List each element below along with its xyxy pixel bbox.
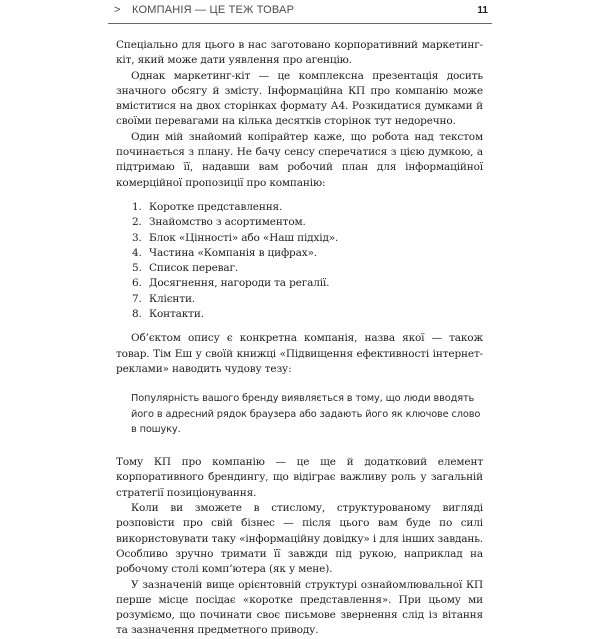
list-item-number: 6. [132,277,142,290]
page-number: 11 [477,5,488,16]
body-paragraph-2: Однак маркетинг-кіт — це комплексна презентація досить значного обсягу й змісту. Інформаційна КП про компанію може вміститися на двох сторінках формату А4. Розкидатися думками й своїми перевагами на кілька десятків сторінок тут недоречно. [116,69,483,128]
chapter-title: КОМПАНІЯ — ЦЕ ТЕЖ ТОВАР [132,4,295,16]
list-item-text: Блок «Цінності» або «Наш підхід». [149,231,339,244]
list-item [132,231,483,246]
page-body [116,38,483,639]
list-item-text: Коротке представлення. [149,200,283,213]
list-item [132,307,483,322]
list-item [132,246,483,261]
body-paragraph-5: Тому КП про компанію — це ще й додатковий елемент корпоративного брендингу, що відіграє важливу роль у загальній стратегії позиціонування. [116,456,483,499]
list-item-number: 4. [132,246,142,259]
body-paragraph-4: Об’єктом опису є конкретна компанія, назва якої — також товар. Тім Еш у своїй книжці «Підвищення ефективності інтернет-реклами» наводить чудову тезу: [116,332,483,375]
list-item-text: Список переваг. [149,262,239,275]
list-item-text: Досягнення, нагороди та регалії. [149,277,330,290]
list-item [132,276,483,291]
list-item-number: 2. [132,216,142,229]
list-item-number: 3. [132,231,142,244]
body-paragraph-7: У зазначеній вище орієнтовній структурі ознайомлювальної КП перше місце посідає «коротке представлення». При цьому ми розуміємо, що починати своє письмове звернення слід із вітання та зазначення предметного приводу. [116,578,483,637]
body-paragraph-1: Спеціально для цього в нас заготовано корпоративний маркетинг-кіт, який може дати уявлення про агенцію. [116,39,483,67]
list-item-text: Контакти. [149,308,204,321]
list-item-number: 7. [132,292,142,305]
list-item-number: 8. [132,308,142,321]
chevron-right-icon: > [114,4,121,16]
list-item [132,292,483,307]
body-paragraph-3: Один мій знайомий копірайтер каже, що робота над текстом починається з плану. Не бачу сенсу сперечатися з цією думкою, а підтримаю її, надавши вам робочий план для інформаційної комерційної пропозиції про компанію: [116,130,483,189]
list-item-number: 5. [132,262,142,275]
list-item [132,215,483,230]
running-header [108,0,492,24]
list-item-text: Клієнти. [149,292,195,305]
block-quote: Популярність вашого бренду виявляється в тому, що люди вводять його в адресний рядок браузера або задають його як ключове слово в пошуку. [131,393,481,435]
list-item [132,200,483,215]
proposal-plan-list [116,200,483,322]
list-item-number: 1. [132,200,142,213]
list-item [132,261,483,276]
list-item-text: Частина «Компанія в цифрах». [149,246,317,259]
list-item-text: Знайомство з асортиментом. [149,216,306,229]
body-paragraph-6: Коли ви зможете в стислому, структурованому вигляді розповісти про свій бізнес — після цього вам буде по силі використовувати таку «інформаційну довідку» і для інших завдань. Особливо зручно тримати її завжди під рукою, наприклад на робочому столі комп’ютера (як у мене). [116,502,483,576]
